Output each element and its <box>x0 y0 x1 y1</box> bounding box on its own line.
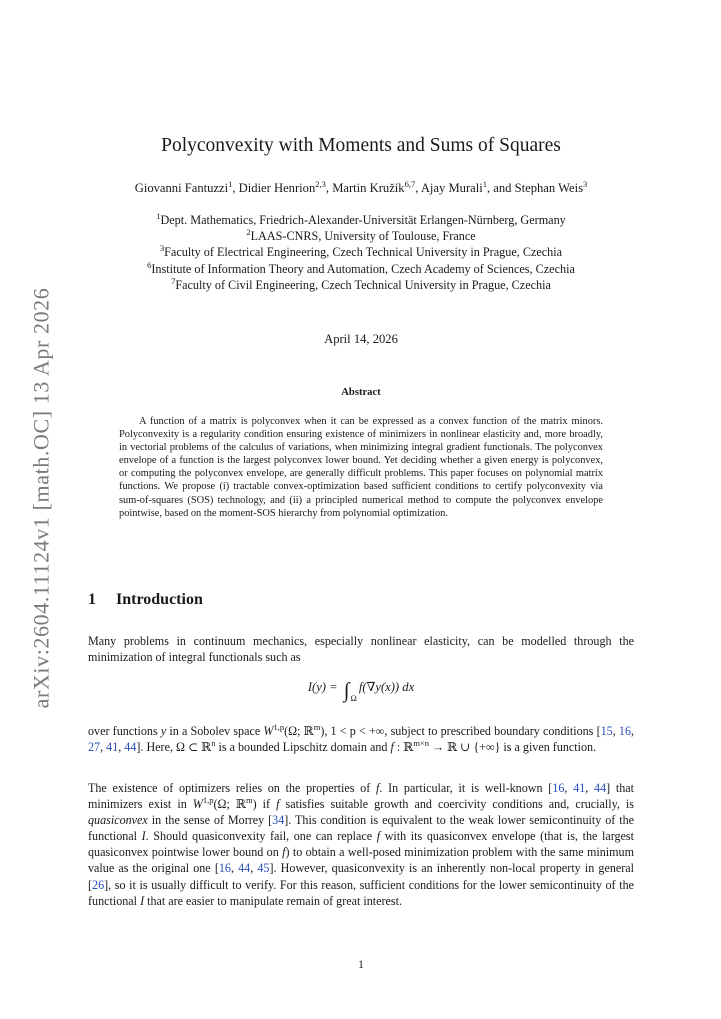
citation-link[interactable]: 15 <box>600 724 613 738</box>
text-run: with its quasiconvex envelope (that is, the largest quasiconvex pointwise lower bound on <box>88 829 635 860</box>
author-list <box>78 181 644 196</box>
abstract-body: A function of a matrix is polyconvex when it can be expressed as a convex function of the matrix minors. Polyconvexity is a regularity condition ensuring existence of minimizers in nonlinear elasticity and, more broadly, in vectorial problems of the calculus of variations, when minimizing integral gradient functionals. The polyconvex envelope of a function is the largest polyconvex lower bound. Yet deciding whether a given energy is polyconvex, or computing the polyconvex envelope, are generally difficult problems. This paper focuses on polynomial matrix functions. We propose (i) tractable convex-optimization based sufficient conditions to certify polyconvexity via sum-of-squares (SOS) technology, and (ii) a principled numerical method to compute the polyconvex envelope pointwise, based on the moment-SOS hierarchy from polynomial optimization. <box>119 416 603 519</box>
citation-link[interactable]: 16 <box>618 724 631 738</box>
author-separator: , and <box>486 181 515 195</box>
affiliation-line <box>68 244 654 260</box>
author-separator: , <box>325 181 333 195</box>
author-affiliation-mark: 6,7 <box>404 179 416 189</box>
section-number: 1 <box>88 591 96 608</box>
affiliation-line <box>68 277 654 293</box>
author-separator: , <box>415 181 421 195</box>
author-separator: , <box>232 181 239 195</box>
author-name: Stephan Weis <box>514 181 583 195</box>
math-symbol: y <box>160 724 167 738</box>
text-run: ), 1 < p < +∞, subject to prescribed boundary conditions [ <box>320 724 601 738</box>
section-heading <box>88 591 634 609</box>
body-paragraph: The existence of optimizers relies on the properties of f. In particular, it is well-known [16, 41, 44] that minimizers exist in W$^{1,p}$(Ω; ℝ$^m$) if f satisfies suitable growth and coercivity conditions and, crucially, is quasiconvex in the sense of Morrey [34]. This condition is equivalent to the weak lower semicontinuity of the functional I. Should quasiconvexity fail, one can replace f with its quasiconvex envelope (that is, the largest quasiconvex pointwise lower bound on f) to obtain a well-posed minimization problem with the same minimum value as the original one [16, 44, 45]. However, quasiconvexity is an inherently non-local property in general [26], so it is usually difficult to verify. For this reason, sufficient conditions for the lower semicontinuity of the functional I that are easier to manipulate remain of great interest. <box>88 781 635 908</box>
math-symbol: f <box>376 829 381 844</box>
integral-domain: Ω <box>350 693 357 703</box>
text-run: The existence of optimizers relies on the properties of <box>88 781 376 795</box>
text-run: . In particular, it is well-known [ <box>379 781 553 795</box>
text-run: → ℝ ∪ {+∞} is a given function. <box>428 740 597 755</box>
math-symbol: f <box>376 781 380 795</box>
text-run: ]. However, quasiconvexity is an inherently non-local property in general [ <box>88 861 635 892</box>
page-number: 1 <box>358 957 364 971</box>
emphasized-term: quasiconvex <box>88 813 148 828</box>
affiliation-list <box>68 212 654 293</box>
author-name: Ajay Murali <box>420 181 483 195</box>
text-run: ) to obtain a well-posed minimization problem with the same minimum value as the original one [ <box>88 845 634 876</box>
affiliation-mark: 6 <box>147 259 152 270</box>
math-symbol: f <box>282 845 286 860</box>
affiliation-text: Faculty of Electrical Engineering, Czech Technical University in Prague, Czechia <box>164 245 563 260</box>
math-symbol: W <box>263 724 274 738</box>
math-symbol: I <box>141 829 146 844</box>
text-run: satisfies suitable growth and coercivity conditions and, crucially, is <box>279 797 634 812</box>
citation-link[interactable]: 44 <box>238 861 251 876</box>
text-run: ], so it is usually difficult to verify. For this reason, sufficient conditions for the lower semicontinuity of the functional <box>88 877 634 908</box>
affiliation-mark: 3 <box>159 243 165 254</box>
math-superscript: 1,p <box>202 795 214 806</box>
equation-lhs: I(y) = <box>307 680 341 694</box>
math-superscript: 1,p <box>273 722 285 732</box>
display-equation <box>88 678 634 703</box>
math-superscript: m <box>313 722 321 732</box>
affiliation-mark: 7 <box>171 275 176 286</box>
text-run: ]. Here, Ω ⊂ ℝ <box>136 740 212 755</box>
math-superscript: m×n <box>413 738 429 749</box>
citation-link[interactable]: 27 <box>88 740 101 755</box>
citation-link[interactable]: 45 <box>257 861 270 876</box>
citation-link[interactable]: 41 <box>106 740 119 755</box>
text-run: (Ω; ℝ <box>284 724 314 738</box>
text-run: . Should quasiconvexity fail, one can replace <box>145 829 377 844</box>
affiliation-line <box>68 228 654 244</box>
text-run: (Ω; ℝ <box>213 797 246 812</box>
text-run: in a Sobolev space <box>166 724 264 738</box>
math-symbol: f <box>276 797 280 812</box>
citation-link[interactable]: 44 <box>594 781 607 795</box>
text-run: ]. This condition is equivalent to the weak lower semicontinuity of the functional <box>88 813 635 844</box>
text-run: : ℝ <box>393 740 414 755</box>
author-affiliation-mark: 3 <box>583 179 588 189</box>
abstract-heading: Abstract <box>341 387 381 398</box>
author-affiliation-mark: 1 <box>482 179 487 189</box>
text-run: that are easier to manipulate remain of great interest. <box>144 893 402 908</box>
text-run: is a bounded Lipschitz domain and <box>215 740 391 755</box>
arxiv-identifier-text: arXiv:2604.11124v1 [math.OC] 13 Apr 2026 <box>28 287 53 709</box>
citation-link[interactable]: 41 <box>573 781 586 795</box>
affiliation-mark: 2 <box>246 227 251 238</box>
math-symbol: W <box>192 797 203 812</box>
citation-link[interactable]: 26 <box>92 877 105 892</box>
integral-sign: ∫ <box>343 678 350 702</box>
affiliation-text: Institute of Information Theory and Automation, Czech Academy of Sciences, Czechia <box>151 261 575 276</box>
citation-link[interactable]: 16 <box>218 861 231 876</box>
publication-date: April 14, 2026 <box>324 332 398 346</box>
section-title: Introduction <box>116 591 203 608</box>
math-symbol: f <box>390 740 394 755</box>
arxiv-identifier-stamp <box>21 287 61 709</box>
text-run: in the sense of Morrey [ <box>147 813 273 828</box>
equation-integrand: f(∇y(x)) dx <box>358 680 415 694</box>
text-run: over functions <box>88 724 161 738</box>
affiliation-mark: 1 <box>156 211 161 221</box>
affiliation-line <box>68 261 654 277</box>
author-affiliation-mark: 1 <box>228 179 233 189</box>
math-superscript: n <box>211 738 216 749</box>
affiliation-text: Faculty of Civil Engineering, Czech Technical University in Prague, Czechia <box>175 277 551 292</box>
citation-link[interactable]: 34 <box>272 813 285 828</box>
affiliation-line <box>68 212 654 228</box>
author-name: Didier Henrion <box>238 181 316 195</box>
affiliation-text: Dept. Mathematics, Friedrich-Alexander-Universität Erlangen-Nürnberg, Germany <box>160 213 566 227</box>
citation-link[interactable]: 44 <box>124 740 137 755</box>
text-run: ) if <box>252 797 277 812</box>
body-paragraph: over functions y in a Sobolev space W$^{1,p}$(Ω; ℝ$^m$), 1 < p < +∞, subject to prescribed boundary conditions [15, 16, 27, 41, 44]. Here, Ω ⊂ ℝ$^n$ is a bounded Lipschitz domain and f : ℝ$^{m\times n}$ → ℝ ∪ {+∞} is a given function. <box>88 722 635 755</box>
citation-link[interactable]: 16 <box>552 781 565 795</box>
body-paragraph: Many problems in continuum mechanics, especially nonlinear elasticity, can be modelled through the minimization of integral functionals such as <box>88 634 634 665</box>
paper-title: Polyconvexity with Moments and Sums of Squares <box>161 135 561 156</box>
author-name: Martin Kružík <box>332 181 405 195</box>
math-symbol: I <box>140 893 145 908</box>
text-run: ] that minimizers exist in <box>88 781 635 812</box>
author-affiliation-mark: 2,3 <box>315 179 326 189</box>
author-name: Giovanni Fantuzzi <box>134 181 229 195</box>
math-superscript: m <box>245 795 253 806</box>
affiliation-text: LAAS-CNRS, University of Toulouse, France <box>250 229 476 244</box>
